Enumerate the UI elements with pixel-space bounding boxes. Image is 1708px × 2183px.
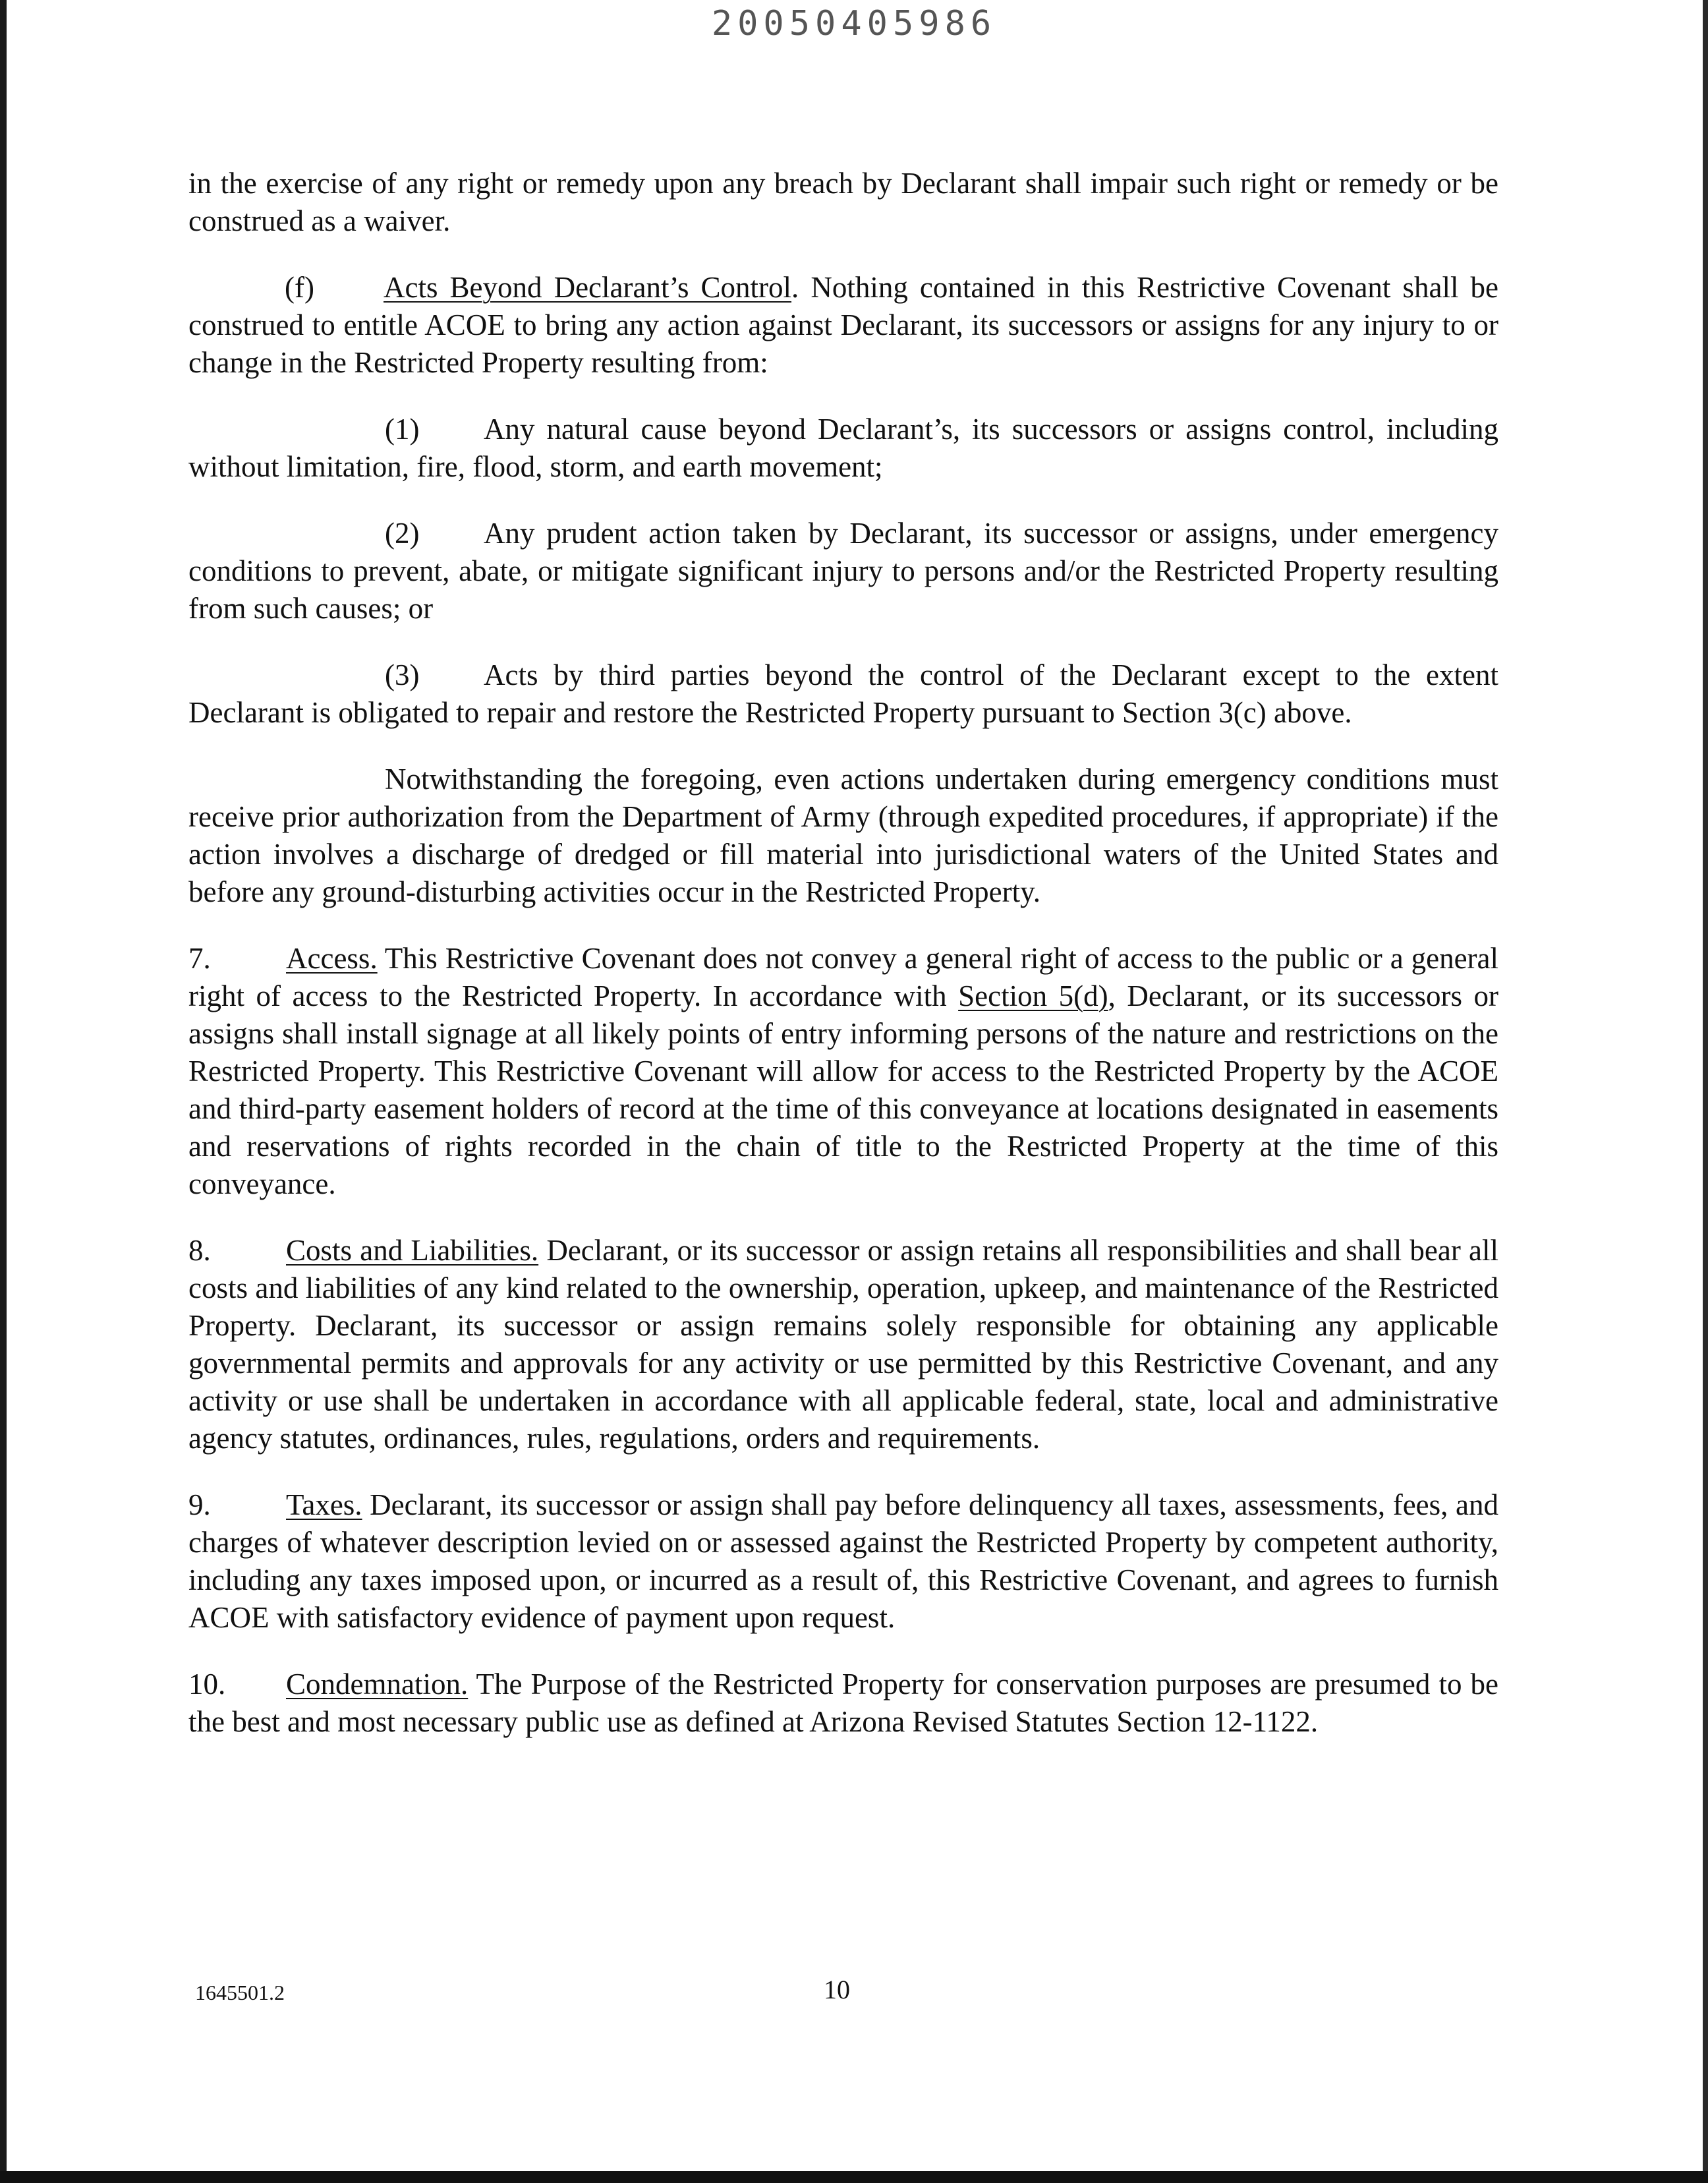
recording-number: 20050405986 <box>711 4 997 44</box>
scan-edge-right <box>1703 0 1708 2183</box>
section-10-heading: Condemnation. <box>286 1668 469 1701</box>
subparagraph-1-text: Any natural cause beyond Declarant’s, its successors or assigns control, including without limitation, fire, flood, storm, and earth movement; <box>188 413 1498 483</box>
subparagraph-3 <box>188 656 1498 732</box>
footer-page-number: 10 <box>824 1975 850 2004</box>
section-7-reference: Section 5(d) <box>958 979 1108 1012</box>
subparagraph-2-label: (2) <box>385 517 420 550</box>
paragraph-f-label: (f) <box>285 271 314 304</box>
paragraph-notwithstanding: Notwithstanding the foregoing, even actions undertaken during emergency conditions must receive prior authorization from the Department of Army (through expedited procedures, if appropriate) if the action involves a discharge of dredged or fill material into jurisdictional waters of the United States and before any ground-disturbing activities occur in the Restricted Property. <box>188 763 1498 908</box>
section-9-heading: Taxes. <box>286 1488 362 1521</box>
subparagraph-1-label: (1) <box>385 413 420 446</box>
subparagraph-2-text: Any prudent action taken by Declarant, its successor or assigns, under emergency conditions to prevent, abate, or mitigate significant injury to persons and/or the Restricted Property resulting from such causes; or <box>188 517 1498 625</box>
paragraph-f: (f) Acts Beyond Declarant’s Control. Nothing contained in this Restrictive Covenant shall be construed to entitle ACOE to bring any action against Declarant, its successors or assigns for any injury to or change in the Restricted Property resulting from: <box>188 269 1498 382</box>
section-7 <box>188 940 1498 1203</box>
section-9 <box>188 1486 1498 1637</box>
section-10 <box>188 1666 1498 1741</box>
section-8-number: 8. <box>188 1234 211 1267</box>
section-7-heading: Access. <box>286 942 378 975</box>
paragraph-continuation: in the exercise of any right or remedy upon any breach by Declarant shall impair such right or remedy or be construed as a waiver. <box>188 167 1498 237</box>
paragraph-f-text: Nothing contained in this Restrictive Covenant shall be construed to entitle ACOE to bring any action against Declarant, its successors or assigns for any injury to or change in the Restricted Property resulting from: <box>188 271 1498 379</box>
subparagraph-1 <box>188 411 1498 486</box>
section-9-text: Declarant, its successor or assign shall pay before delinquency all taxes, assessments, fees, and charges of whatever description levied on or assessed against the Restricted Property by competent authority, including any taxes imposed upon, or incurred as a result of, this Restrictive Covenant, and agrees to furnish ACOE with satisfactory evidence of payment upon request. <box>188 1488 1498 1634</box>
section-7-number: 7. <box>188 942 211 975</box>
subparagraph-2 <box>188 515 1498 627</box>
subparagraph-3-label: (3) <box>385 658 420 691</box>
section-8-text: Declarant, or its successor or assign retains all responsibilities and shall bear all costs and liabilities of any kind related to the ownership, operation, upkeep, and maintenance of the Restricted Property. Declarant, its successor or assign remains solely responsible for obtaining any applicable governmental permits and approvals for any activity or use permitted by this Restrictive Covenant, and any activity or use shall be undertaken in accordance with all applicable federal, state, local and administrative agency statutes, ordinances, rules, regulations, orders and requirements. <box>188 1234 1498 1455</box>
footer-document-id: 1645501.2 <box>195 1981 285 2004</box>
section-8-heading: Costs and Liabilities. <box>286 1234 539 1267</box>
section-7-text-a: This Restrictive Covenant does not convey a general right of access to the public or a general right of access to the Restricted Property. In accordance with <box>188 942 1498 1012</box>
section-9-number: 9. <box>188 1488 211 1521</box>
paragraph-f-heading: Acts Beyond Declarant’s Control <box>384 271 792 304</box>
document-body <box>188 165 1498 1770</box>
section-10-number: 10. <box>188 1668 226 1701</box>
subparagraph-3-text: Acts by third parties beyond the control of the Declarant except to the extent Declarant is obligated to repair and restore the Restricted Property pursuant to Section 3(c) above. <box>188 658 1498 729</box>
section-10-text: The Purpose of the Restricted Property for conservation purposes are presumed to be the best and most necessary public use as defined at Arizona Revised Statutes Section 12-1122. <box>188 1668 1498 1738</box>
scan-edge-left <box>0 0 7 2183</box>
section-7-text-b: , Declarant, or its successors or assigns shall install signage at all likely points of entry informing persons of the nature and restrictions on the Restricted Property. This Restrictive Covenant will allow for access to the Restricted Property by the ACOE and third-party easement holders of record at the time of this conveyance at locations designated in easements and reservations of rights recorded in the chain of title to the Restricted Property at the time of this conveyance. <box>188 979 1498 1200</box>
scan-edge-bottom <box>0 2171 1708 2183</box>
section-8 <box>188 1232 1498 1457</box>
